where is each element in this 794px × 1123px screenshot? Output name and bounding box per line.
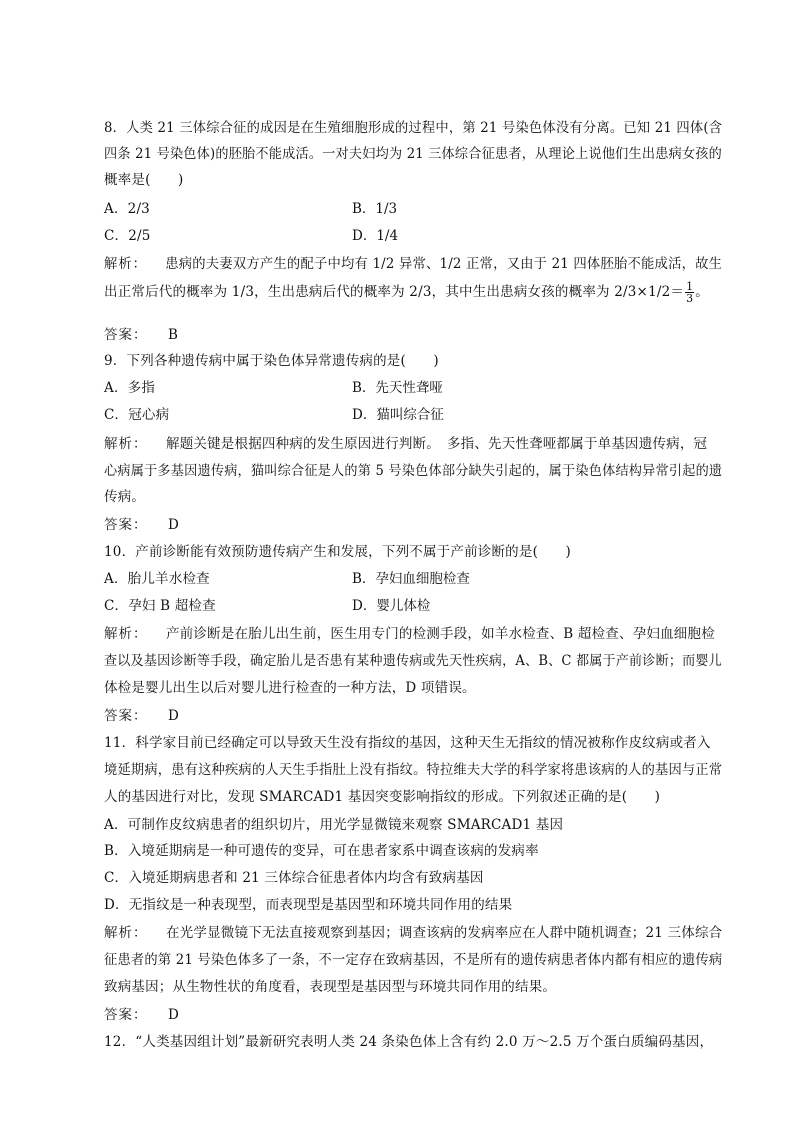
q10-explanation-text1: 产前诊断是在胎儿出生前，医生用专门的检测手段，如羊水检查、B 超检查、孕妇血细胞检 bbox=[166, 626, 715, 642]
q11-explanation-line1 bbox=[104, 921, 722, 941]
q11-answer bbox=[104, 1003, 179, 1023]
q8-explanation-line2 bbox=[104, 280, 709, 304]
explanation-label: 解析： bbox=[104, 626, 148, 642]
q10-option-d: D．婴儿体检 bbox=[352, 598, 431, 614]
q11-option-a: A．可制作皮纹病患者的组织切片，用光学显微镜来观察 SMARCAD1 基因 bbox=[104, 817, 564, 833]
answer-label: 答案： bbox=[104, 708, 148, 724]
q8-option-c: C．2/5 bbox=[104, 228, 151, 244]
q9-stem-line1: 9．下列各种遗传病中属于染色体异常遗传病的是( ) bbox=[104, 353, 439, 369]
q8-stem-line3: 概率是( ) bbox=[104, 172, 184, 188]
q9-answer bbox=[104, 513, 179, 533]
q8-stem-line2: 四条 21 号染色体)的胚胎不能成活。一对夫妇均为 21 三体综合征患者，从理论上说他们生出患病女孩的 bbox=[104, 146, 723, 162]
q9-option-d: D．猫叫综合征 bbox=[352, 407, 444, 423]
q8-answer bbox=[104, 323, 178, 343]
q8-explanation-text1: 患病的夫妻双方产生的配子中均有 1/2 异常、1/2 正常，又由于 21 四体胚胎不能成活，故生 bbox=[165, 256, 723, 272]
q11-stem-line3: 人的基因进行对比，发现 SMARCAD1 基因突变影响指纹的形成。下列叙述正确的是( ) bbox=[104, 789, 661, 805]
explanation-label: 解析： bbox=[104, 256, 147, 272]
q11-explanation-text1: 在光学显微镜下无法直接观察到基因；调查该病的发病率应在人群中随机调查；21 三体综合 bbox=[166, 925, 723, 941]
explanation-label: 解析： bbox=[104, 436, 148, 452]
q10-explanation-line3: 体检是婴儿出生以后对婴儿进行检查的一种方法，D 项错误。 bbox=[104, 680, 476, 696]
q10-option-a: A．胎儿羊水检查 bbox=[104, 571, 210, 587]
q9-option-c: C．冠心病 bbox=[104, 407, 170, 423]
q11-stem-line1: 11．科学家目前已经确定可以导致天生没有指纹的基因，这种天生无指纹的情况被称作皮纹病或者入 bbox=[104, 735, 711, 751]
q11-option-b: B．入境延期病是一种可遗传的变异，可在患者家系中调查该病的发病率 bbox=[104, 843, 539, 859]
q8-explanation-line1 bbox=[104, 252, 722, 272]
q11-option-c: C．入境延期病患者和 21 三体综合征患者体内均含有致病基因 bbox=[104, 870, 484, 886]
q9-option-a: A．多指 bbox=[104, 380, 156, 396]
explanation-label: 解析： bbox=[104, 925, 148, 941]
q11-explanation-line3: 致病基因；从生物性状的角度看，表现型是基因型与环境共同作用的结果。 bbox=[104, 979, 557, 995]
q9-answer-value: D bbox=[168, 517, 180, 533]
q8-explanation-text2: 出正常后代的概率为 1/3，生出患病后代的概率为 2/3，其中生出患病女孩的概率为 2/3×1/2＝ bbox=[104, 284, 685, 300]
q12-stem-line1: 12．“人类基因组计划”最新研究表明人类 24 条染色体上含有约 2.0 万～2.5 万个蛋白质编码基因， bbox=[104, 1034, 714, 1050]
q8-option-b: B．1/3 bbox=[352, 201, 398, 217]
answer-label: 答案： bbox=[104, 327, 148, 343]
q9-option-b: B．先天性聋哑 bbox=[352, 380, 443, 396]
q10-option-c: C．孕妇 B 超检查 bbox=[104, 598, 216, 614]
q8-answer-value: B bbox=[168, 327, 179, 343]
q8-option-d: D．1/4 bbox=[352, 228, 399, 244]
q9-explanation-line2: 心病属于多基因遗传病，猫叫综合征是人的第 5 号染色体部分缺失引起的，属于染色体结构异常引起的遗 bbox=[104, 463, 723, 479]
q11-stem-line2: 境延期病，患有这种疾病的人天生手指肚上没有指纹。特拉维夫大学的科学家将患该病的人的基因与正常 bbox=[104, 762, 723, 778]
q8-option-a: A．2/3 bbox=[104, 201, 150, 217]
q9-explanation-text1: 解题关键是根据四种病的发生原因进行判断。 多指、先天性聋哑都属于单基因遗传病，冠 bbox=[166, 436, 708, 452]
q8-stem-line1: 8．人类 21 三体综合征的成因是在生殖细胞形成的过程中，第 21 号染色体没有分离。已知 21 四体(含 bbox=[104, 120, 723, 136]
q8-explanation-end: 。 bbox=[695, 284, 709, 300]
fraction-numerator: 1 bbox=[686, 280, 694, 293]
q10-stem-line1: 10．产前诊断能有效预防遗传病产生和发展，下列不属于产前诊断的是( ) bbox=[104, 544, 571, 560]
answer-label: 答案： bbox=[104, 517, 148, 533]
q10-explanation-line2: 查以及基因诊断等手段，确定胎儿是否患有某种遗传病或先天性疾病，A、B、C 都属于产前诊断；而婴儿 bbox=[104, 653, 722, 669]
fraction-denominator: 3 bbox=[686, 292, 694, 305]
q11-explanation-line2: 征患者的第 21 号染色体多了一条，不一定存在致病基因，不是所有的遗传病患者体内都有相应的遗传病 bbox=[104, 952, 723, 968]
q10-option-b: B．孕妇血细胞检查 bbox=[352, 571, 470, 587]
q9-explanation-line1 bbox=[104, 432, 707, 452]
q9-explanation-line3: 传病。 bbox=[104, 489, 146, 505]
fraction bbox=[685, 281, 694, 304]
answer-label: 答案： bbox=[104, 1007, 148, 1023]
q11-answer-value: D bbox=[168, 1007, 180, 1023]
q11-option-d: D．无指纹是一种表现型，而表现型是基因型和环境共同作用的结果 bbox=[104, 897, 513, 913]
q10-answer bbox=[104, 704, 179, 724]
q10-answer-value: D bbox=[168, 708, 180, 724]
q10-explanation-line1 bbox=[104, 622, 715, 642]
